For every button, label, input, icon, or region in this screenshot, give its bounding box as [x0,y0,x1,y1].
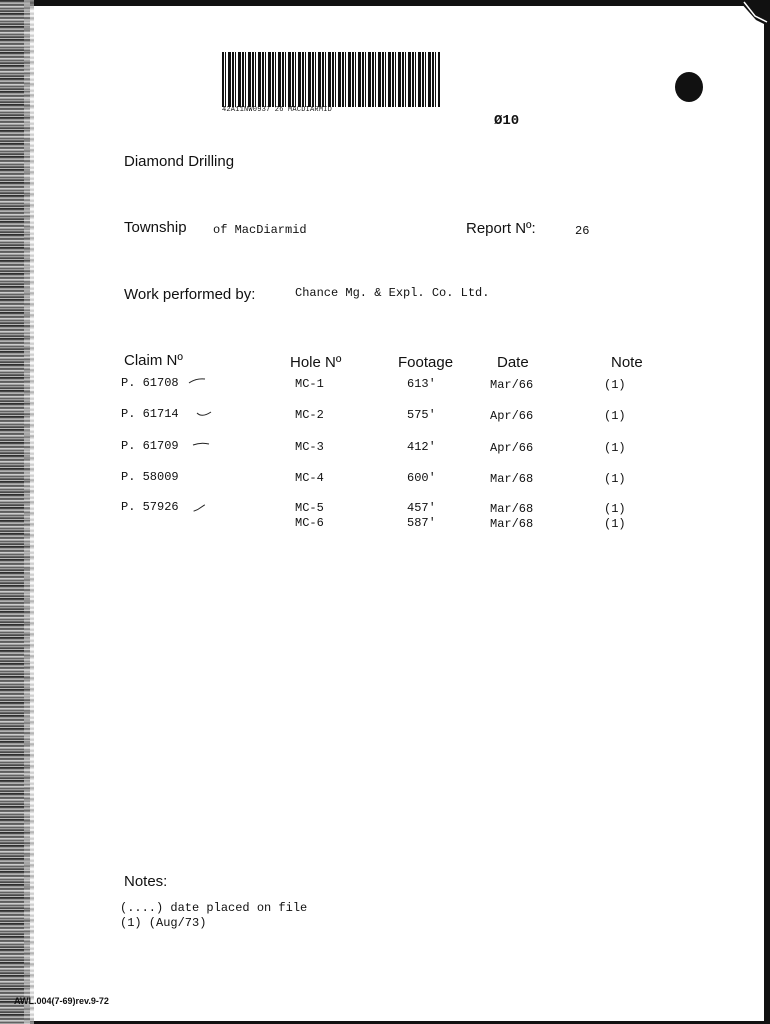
township-label: Township [124,219,187,236]
note-cell: (1) [604,378,626,392]
footage-cell: 575' [407,408,436,422]
form-id: AWL.004(7-69)rev.9-72 [14,996,109,1006]
hole-cell: MC-6 [295,516,324,530]
hole-cell: MC-1 [295,377,324,391]
header-claim: Claim Nº [124,352,183,369]
date-cell: Mar/66 [490,378,534,392]
note-cell: (1) [604,472,626,486]
note-cell: (1) [604,441,626,455]
hole-cell: MC-5 [295,501,324,515]
report-label: Report Nº: [466,220,536,237]
footage-cell: 600' [407,471,436,485]
file-code: Ø10 [494,113,520,129]
work-value: Chance Mg. & Expl. Co. Ltd. [295,286,490,300]
claim-cell: P. 61714 [121,407,179,421]
footage-cell: 412' [407,440,436,454]
work-label: Work performed by: [124,286,256,303]
barcode [222,52,440,107]
page-title: Diamond Drilling [124,153,235,170]
header-hole: Hole Nº [290,354,342,371]
report-value: 26 [575,224,590,238]
punch-hole [675,72,703,102]
note-cell: (1) [604,517,626,531]
header-note: Note [611,354,643,371]
barcode-text: 42A11NW0937 26 MACDIARMID [222,106,333,114]
scan-right-edge [764,0,770,1024]
date-cell: Mar/68 [490,502,534,516]
claim-cell: P. 61708 [121,376,179,390]
note-cell: (1) [604,409,626,423]
note-cell: (1) [604,502,626,516]
hole-cell: MC-2 [295,408,324,422]
scan-top-edge [0,0,770,6]
date-cell: Mar/68 [490,517,534,531]
hole-cell: MC-4 [295,471,324,485]
date-cell: Apr/66 [490,441,534,455]
scan-left-edge-noise-light [24,0,34,1024]
claim-cell: P. 58009 [121,470,179,484]
hole-cell: MC-3 [295,440,324,454]
notes-label: Notes: [124,873,168,890]
check-mark-icon [192,440,210,448]
header-date: Date [497,354,529,371]
folded-corner-mark [738,0,770,26]
header-footage: Footage [398,354,454,371]
check-mark-icon [191,504,209,512]
date-cell: Mar/68 [490,472,534,486]
date-cell: Apr/66 [490,409,534,423]
claim-cell: P. 61709 [121,439,179,453]
claim-cell: P. 57926 [121,500,179,514]
township-value: of MacDiarmid [213,223,307,237]
check-mark-icon [188,377,206,385]
notes-line: (....) date placed on file [120,901,308,915]
footage-cell: 587' [407,516,436,530]
check-mark-icon [196,410,214,418]
notes-line: (1) (Aug/73) [120,916,207,930]
footage-cell: 613' [407,377,436,391]
footage-cell: 457' [407,501,436,515]
